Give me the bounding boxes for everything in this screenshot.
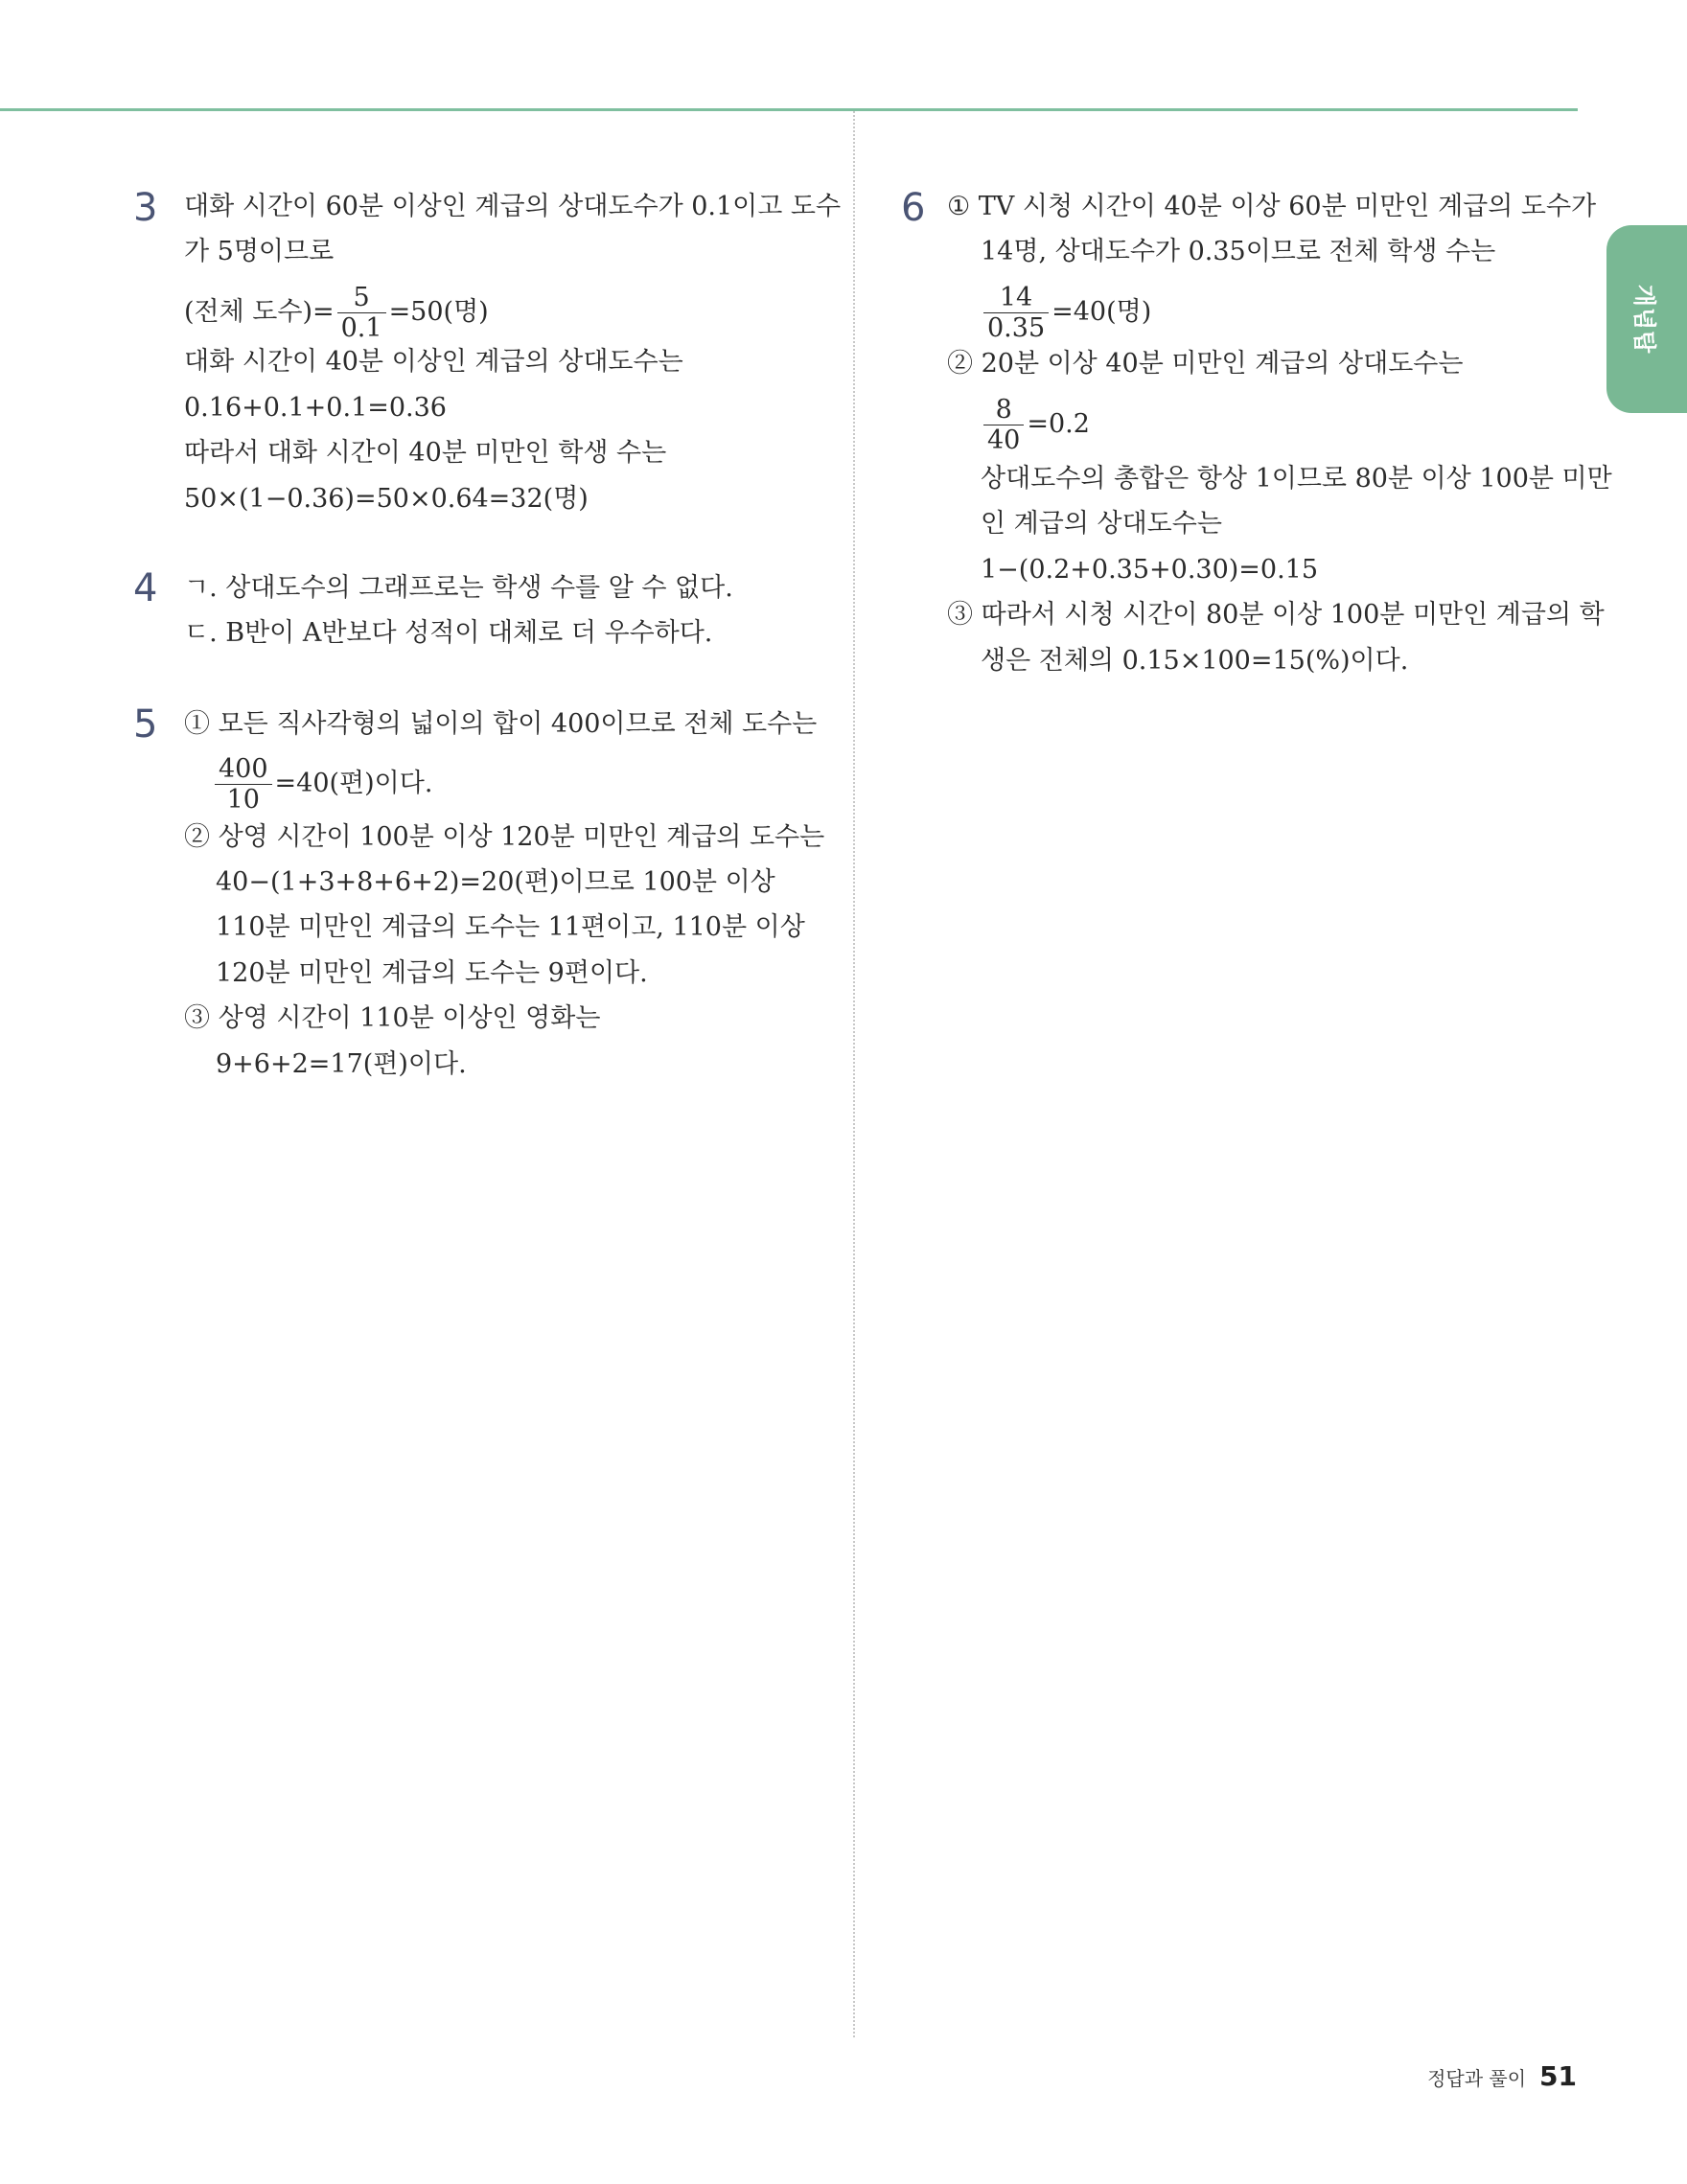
text-line: 110분 미만인 계급의 도수는 11편이고, 110분 이상 [216,912,805,942]
footer [1427,2060,1577,2092]
text-line: 40−(1+3+8+6+2)=20(편)이므로 100분 이상 [216,867,775,897]
fraction-numerator: 14 [983,283,1049,313]
text-line: 가 5명이므로 [184,237,335,266]
equation-rhs: =40(편)이다. [274,769,433,799]
fraction-numerator: 400 [215,754,272,785]
page-number: 51 [1539,2060,1577,2092]
fraction-denominator: 0.1 [340,313,382,344]
text-line: ③ 상영 시간이 110분 이상인 영화는 [184,1003,601,1033]
fraction-numerator: 8 [983,395,1024,425]
equation-rhs: =50(명) [388,297,489,328]
text-line: 14명, 상대도수가 0.35이므로 전체 학생 수는 [981,237,1496,266]
text-line: ③ 따라서 시청 시간이 80분 이상 100분 미만인 계급의 학 [947,600,1605,630]
footer-label: 정답과 풀이 [1427,2067,1527,2090]
text-line: 50×(1−0.36)=50×0.64=32(명) [184,484,589,514]
equation [981,283,1151,343]
text-line: ㄷ. B반이 A반보다 성적이 대체로 더 우수하다. [184,618,713,648]
text-line: ② 상영 시간이 100분 이상 120분 미만인 계급의 도수는 [184,822,825,852]
text-line: 1−(0.2+0.35+0.30)=0.15 [981,555,1319,585]
top-rule [0,108,1578,111]
equation [212,754,432,815]
fraction-denominator: 40 [987,425,1021,456]
text-line: 9+6+2=17(편)이다. [216,1049,467,1079]
equation [184,283,489,343]
problem-number: 6 [901,186,926,230]
side-tab[interactable] [1606,225,1687,413]
equation-lhs: (전체 도수)= [184,297,335,328]
text-line: ① TV 시청 시간이 40분 이상 60분 미만인 계급의 도수가 [947,192,1597,221]
problem-number: 3 [133,186,158,230]
text-line: 상대도수의 총합은 항상 1이므로 80분 이상 100분 미만 [981,464,1612,494]
text-line: ① 모든 직사각형의 넓이의 합이 400이므로 전체 도수는 [184,709,818,739]
fraction [337,283,386,343]
text-line: ㄱ. 상대도수의 그래프로는 학생 수를 알 수 없다. [184,573,733,603]
problem-number: 5 [133,702,158,747]
text-line: 생은 전체의 0.15×100=15(%)이다. [981,646,1409,676]
fraction [983,283,1049,343]
text-line: 따라서 대화 시간이 40분 미만인 학생 수는 [184,438,667,468]
text-line: 120분 미만인 계급의 도수는 9편이다. [216,958,648,988]
fraction-denominator: 0.35 [987,313,1046,344]
equation [981,395,1090,455]
fraction [983,395,1024,455]
fraction [215,754,272,815]
column-divider [853,111,855,2037]
equation-rhs: =0.2 [1027,409,1090,440]
text-line: 대화 시간이 40분 이상인 계급의 상대도수는 [184,347,683,377]
text-line: 대화 시간이 60분 이상인 계급의 상대도수가 0.1이고 도수 [184,192,842,221]
text-line: 0.16+0.1+0.1=0.36 [184,393,447,423]
text-line: ② 20분 이상 40분 미만인 계급의 상대도수는 [947,349,1464,379]
equation-rhs: =40(명) [1051,297,1152,328]
fraction-denominator: 10 [226,785,260,816]
side-tab-label: 개념탑 [1630,284,1658,355]
problem-number: 4 [133,566,158,610]
text-line: 인 계급의 상대도수는 [981,509,1222,539]
fraction-numerator: 5 [337,283,386,313]
